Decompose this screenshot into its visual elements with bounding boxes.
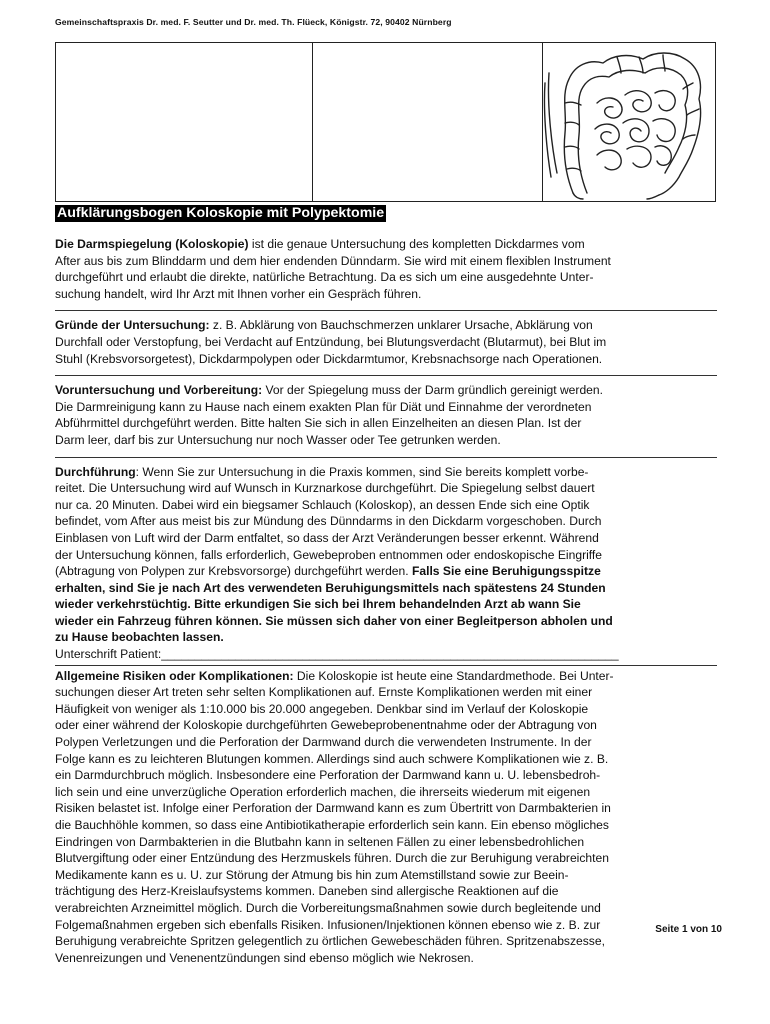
section-koloskopie [55, 236, 717, 302]
bold-warning: Falls Sie eine Beruhigungsspitze [411, 564, 601, 579]
text-line: ein Darmdurchbruch möglich. Insbesondere eine Perforation der Darmwand kann u. U. lebensbedroh- [55, 768, 601, 783]
text-line: Die Darmreinigung kann zu Hause nach einem exakten Plan für Diät und Einnahme der verordneten [55, 399, 592, 414]
intestine-illustration-icon [543, 43, 715, 201]
text-segment: : Wenn Sie zur Untersuchung in die Praxis kommen, sind Sie bereits komplett vorbe- [135, 464, 589, 479]
image-table [55, 42, 716, 202]
page-number: Seite 1 von 10 [655, 924, 722, 935]
text-line: lich sein und eine unverzügliche Operation erforderlich machen, die ihrerseits wiederum mit eigenen [55, 784, 591, 799]
text-line: Venenreizungen und Venenentzündungen sind ebenso möglich wie Nekrosen. [55, 950, 474, 965]
text-line: trächtigung des Herz-Kreislaufsystems kommen. Daneben sind allergische Reaktionen auf die [55, 884, 559, 899]
bold-warning: wieder verkehrstüchtig. Bitte erkundigen Sie sich bei Ihrem behandelnden Arzt ab wann Sie [55, 597, 581, 612]
text-line: Durchfall oder Verstopfung, bei Verdacht auf Entzündung, bei Blutungsverdacht (Blutarmut), bei Blut im [55, 334, 607, 349]
document-body [55, 236, 717, 966]
text-line: suchungen dieser Art treten sehr selten Komplikationen auf. Ernste Komplikationen werden mit einer [55, 685, 593, 700]
text-line: Stuhl (Krebsvorsorgetest), Dickdarmpolypen oder Dickdarmtumor, Krebsnachsorge nach Operationen. [55, 351, 603, 366]
section-divider [55, 375, 717, 376]
text-segment: z. B. Abklärung von Bauchschmerzen unklarer Ursache, Abklärung von [209, 318, 593, 333]
text-segment: (Abtragung von Polypen zur Krebsvorsorge) durchgeführt werden. [55, 564, 412, 579]
text-line: suchung handelt, wird Ihr Arzt mit Ihnen vorher ein Gespräch führen. [55, 286, 422, 301]
section-lead: Die Darmspiegelung (Koloskopie) [55, 237, 249, 251]
text-line: Eindringen von Darmbakterien in die Blutbahn kann in seltenen Fällen zu einer lebensbedrohlichen [55, 834, 585, 849]
text-line: nur ca. 20 Minuten. Dabei wird ein biegsamer Schlauch (Koloskop), an dessen Ende sich eine Optik [55, 497, 590, 512]
text-line: Einblasen von Luft wird der Darm entfaltet, so dass der Arzt Veränderungen besser erkennt. Während [55, 530, 599, 545]
text-segment: Die Koloskopie ist heute eine Standardmethode. Bei Unter- [293, 668, 614, 683]
section-lead: Gründe der Untersuchung: [55, 318, 210, 333]
document-title: Aufklärungsbogen Koloskopie mit Polypektomie [57, 205, 385, 221]
section-divider [55, 310, 717, 311]
text-line: Folge kann es zu leichteren Blutungen kommen. Allerdings sind auch schwere Komplikationen wie z. B. [55, 751, 609, 766]
text-line: After aus bis zum Blinddarm und dem hier endenden Dünndarm. Sie wird mit einem flexiblen Instrument [55, 253, 611, 268]
section-lead: Voruntersuchung und Vorbereitung: [55, 383, 263, 398]
text-line: befindet, vom After aus meist bis zur Mündung des Dünndarms in den Dickdarm vorgeschoben. Durch [55, 514, 602, 529]
text-line: Polypen Verletzungen und die Perforation der Darmwand durch die verwendeten Instrumente. In der [55, 735, 592, 750]
intestine-illustration-cell [543, 43, 715, 201]
text-line: Blutvergiftung oder einer Entzündung des Herzmuskels führen. Durch die zur Beruhigung verabreichten [55, 851, 609, 866]
section-vorbereitung [55, 382, 717, 448]
section-lead: Allgemeine Risiken oder Komplikationen: [55, 668, 294, 683]
text-line: Darm leer, darf bis zur Untersuchung nur noch Wasser oder Tee getrunken werden. [55, 432, 501, 447]
image-cell-empty-2 [313, 43, 543, 201]
text-line [55, 464, 717, 481]
section-divider [55, 665, 717, 666]
signature-line[interactable]: Unterschrift Patient:____________________________________________________________________ [55, 647, 619, 662]
text-line: die Bauchhöhle kommen, so dass eine Antibiotikatherapie erforderlich sein kann. Ein ebenso mögliches [55, 818, 609, 832]
text-line: reitet. Die Untersuchung wird auf Wunsch in Kurznarkose durchgeführt. Die Spiegelung selbst dauert [55, 481, 595, 496]
section-lead: Durchführung [55, 464, 136, 479]
text-line: der Untersuchung können, falls erforderlich, Gewebeproben entnommen oder endoskopische Eingriffe [55, 547, 603, 562]
bold-warning: erhalten, sind Sie je nach Art des verwendeten Beruhigungsmittels nach spätestens 24 Stunden [55, 580, 606, 595]
image-cell-empty-1 [56, 43, 313, 201]
text-line [55, 668, 717, 685]
text-line: Folgemaßnahmen ergeben sich ebenfalls Risiken. Infusionen/Injektionen können ebenso wie z. B. zur [55, 917, 601, 932]
text-line: oder einer während der Koloskopie durchgeführten Gewebeprobenentnahme oder der Abtragung von [55, 718, 597, 733]
bold-warning: zu Hause beobachten lassen. [55, 630, 224, 645]
text-line: verabreichten Arzneimittel möglich. Durch die Vorbereitungsmaßnahmen sowie durch begleitende und [55, 900, 601, 915]
text-line [55, 236, 717, 253]
text-line: Beruhigung verabreichte Spritzen gelegentlich zu örtlichen Gewebeschäden führen. Spritzenabszesse, [55, 934, 605, 949]
bold-warning: wieder ein Fahrzeug führen können. Sie müssen sich daher von einer Begleitperson abholen und [55, 613, 613, 628]
text-line [55, 317, 717, 334]
section-divider [55, 457, 717, 458]
text-line: Häufigkeit von weniger als 1:10.000 bis 20.000 angegeben. Denkbar sind im Verlauf der Koloskopie [55, 701, 589, 716]
text-line: Medikamente kann es u. U. zur Störung der Atmung bis hin zum Atemstillstand sowie zur Beein- [55, 867, 569, 882]
section-durchfuehrung [55, 464, 717, 663]
text-line: Abführmittel durchgeführt werden. Bitte halten Sie sich in allen Einzelheiten an diesen Plan. Ist der [55, 416, 582, 431]
text-line [55, 382, 717, 399]
text-line [55, 563, 717, 580]
section-gruende [55, 317, 717, 367]
text-segment: ist die genaue Untersuchung des kompletten Dickdarmes vom [248, 237, 585, 251]
practice-header: Gemeinschaftspraxis Dr. med. F. Seutter und Dr. med. Th. Flüeck, Königstr. 72, 90402 Nürnberg [55, 17, 452, 27]
text-segment: Vor der Spiegelung muss der Darm gründlich gereinigt werden. [262, 383, 603, 398]
text-line: durchgeführt und erlaubt die direkte, natürliche Betrachtung. Da es sich um eine ausgedehnte Unter- [55, 270, 594, 285]
section-risiken [55, 668, 717, 967]
text-line: Risiken belastet ist. Infolge einer Perforation der Darmwand kann es zum Übertritt von Darmbakterien in [55, 801, 611, 816]
